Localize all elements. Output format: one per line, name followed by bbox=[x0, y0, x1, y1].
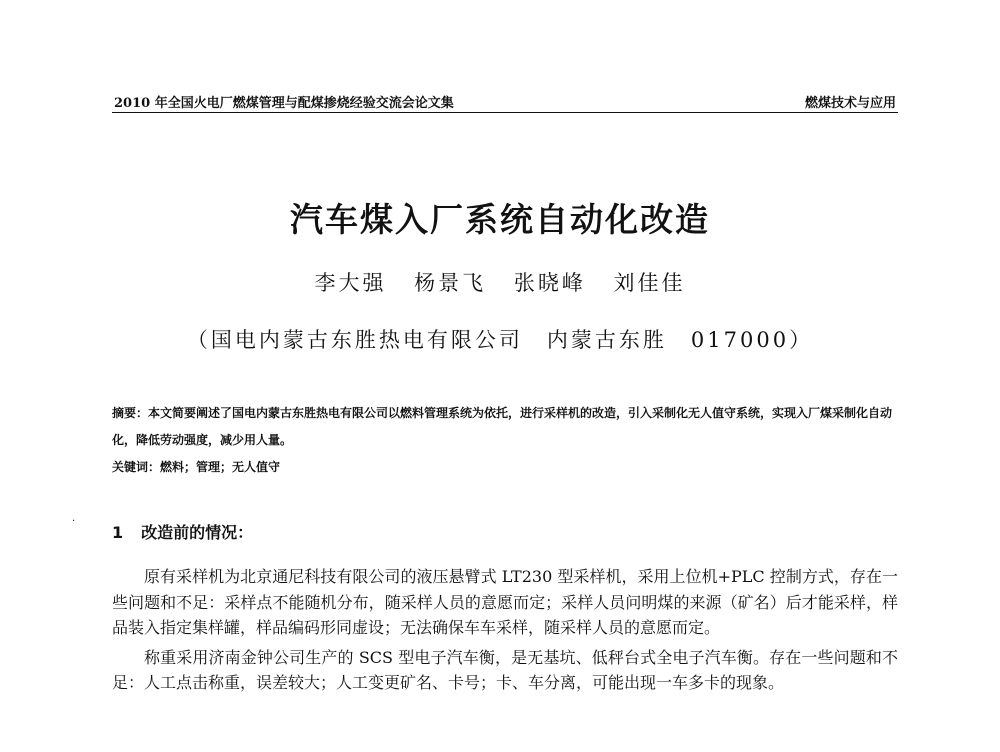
header-section-name: 燃煤技术与应用 bbox=[804, 96, 896, 111]
body-paragraph: 称重采用济南金钟公司生产的 SCS 型电子汽车衡，是无基坑、低秤台式全电子汽车衡。存在一些问题和不足：人工点击称重，误差较大；人工变更矿名、卡号；卡、车分离，可能出现一车多卡的现象。 bbox=[112, 647, 898, 692]
running-header bbox=[112, 90, 898, 113]
abstract-text: 本文简要阐述了国电内蒙古东胜热电有限公司以燃料管理系统为依托，进行采样机的改造，引入采制化无人值守系统，实现入厂煤采制化自动化，降低劳动强度，减少用人量。 bbox=[112, 406, 893, 447]
section-1-body bbox=[112, 564, 898, 700]
abstract-label: 摘要： bbox=[112, 406, 149, 420]
section-1-number: 1 bbox=[112, 523, 124, 542]
abstract-block bbox=[112, 400, 898, 481]
abstract-paragraph bbox=[112, 400, 898, 454]
margin-dot: · bbox=[72, 516, 76, 527]
keywords-text: 燃料；管理；无人值守 bbox=[160, 460, 281, 474]
paper-authors: 李大强 杨景飞 张晓峰 刘佳佳 bbox=[314, 271, 686, 295]
header-proceedings-title: 2010 年全国火电厂燃煤管理与配煤掺烧经验交流会论文集 bbox=[114, 96, 454, 111]
section-1-heading bbox=[112, 520, 898, 543]
paper-title: 汽车煤入厂系统自动化改造 bbox=[290, 200, 710, 239]
keywords-label: 关键词： bbox=[112, 460, 161, 474]
keywords-paragraph bbox=[112, 454, 898, 481]
section-1-title: 改造前的情况： bbox=[141, 523, 254, 542]
body-paragraph: 原有采样机为北京通尼科技有限公司的液压悬臂式 LT230 型采样机，采用上位机+PLC 控制方式，存在一些问题和不足：采样点不能随机分布，随采样人员的意愿而定；采样人员问明煤的来源（矿名）后才能采样，样品装入指定集样罐，样品编码形同虚设；无法确保车车采样，随采样人员的意愿而定。 bbox=[112, 567, 898, 637]
paper-affiliation: （国电内蒙古东胜热电有限公司 内蒙古东胜 017000） bbox=[186, 328, 814, 352]
